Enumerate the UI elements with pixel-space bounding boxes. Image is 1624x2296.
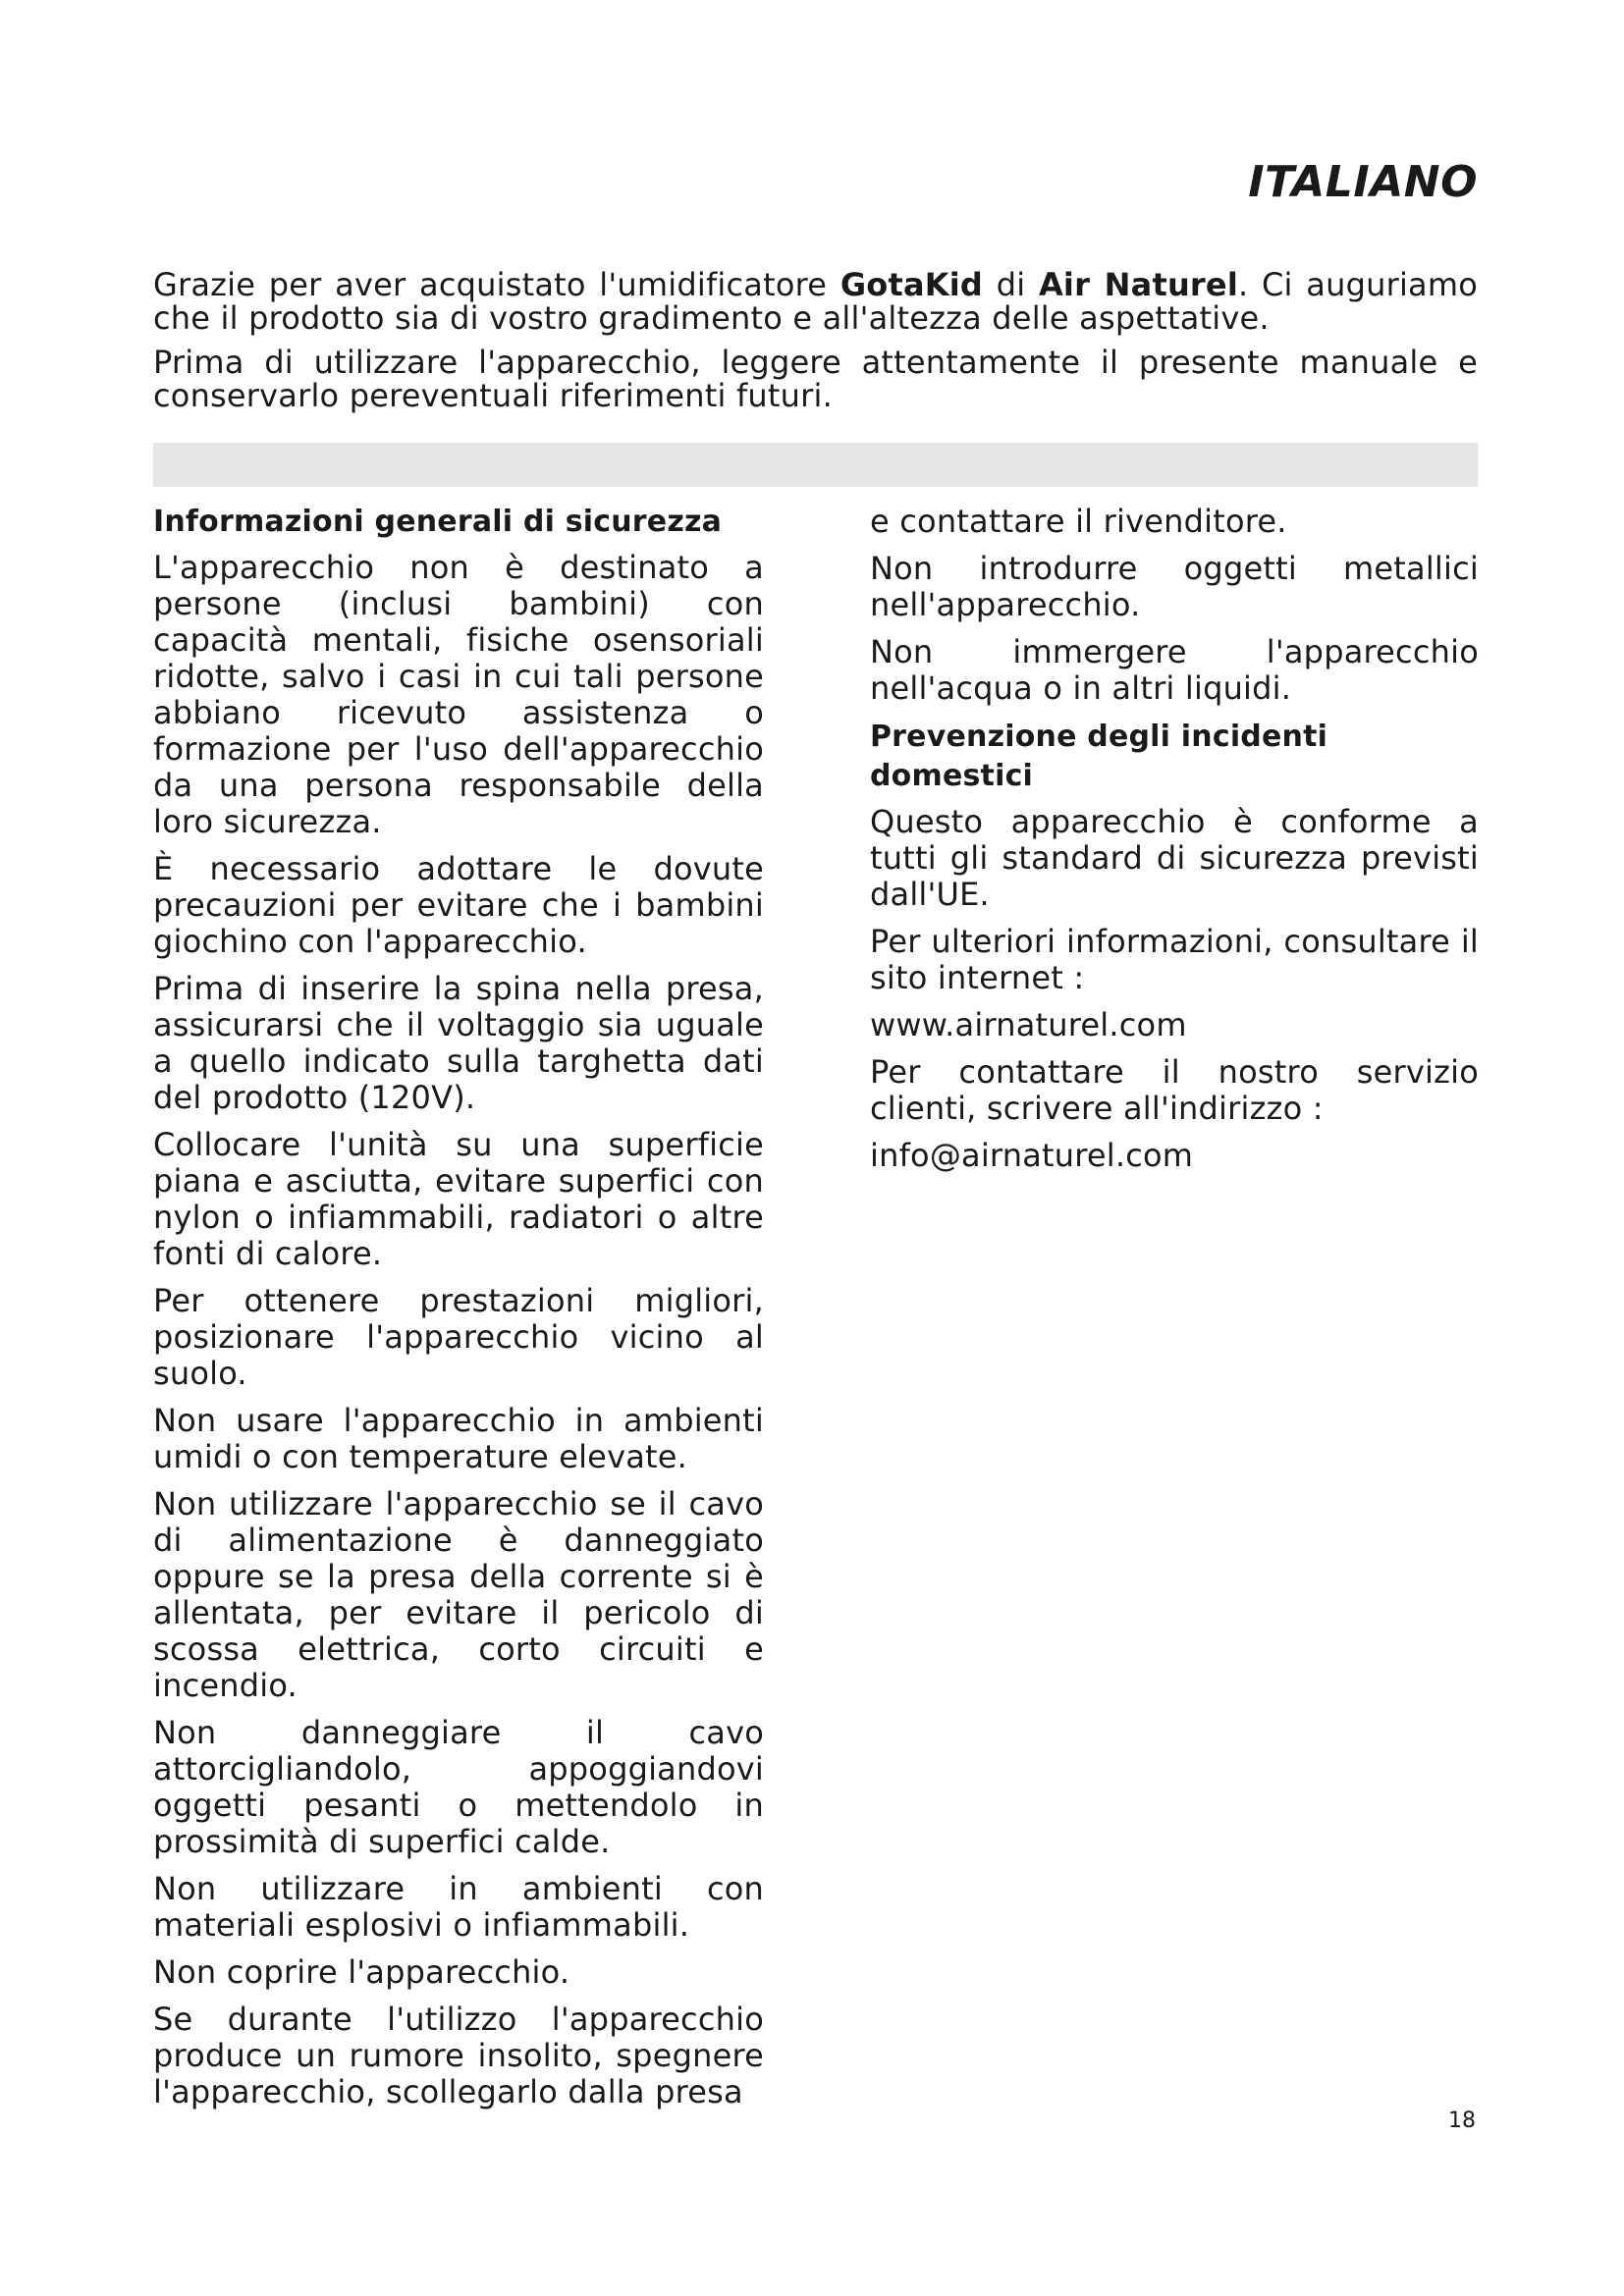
accident-prevention-heading: Prevenzione degli incidenti domestici bbox=[870, 720, 1328, 793]
intro-text-start: Grazie per aver acquistato l'umidificatore bbox=[153, 266, 840, 303]
info-paragraph: Per ulteriori informazioni, consultare il sito internet : bbox=[870, 923, 1479, 996]
intro-text-end: . Ci auguriamo che il prodotto sia di vostro gradimento e all'altezza delle aspettative. bbox=[153, 266, 1478, 337]
general-safety-heading: Informazioni generali di sicurezza bbox=[153, 505, 723, 539]
safety-paragraph: e contattare il rivenditore. bbox=[870, 503, 1287, 540]
compliance-paragraph: Questo apparecchio è conforme a tutti gli standard di sicurezza previsti dall'UE. bbox=[870, 803, 1479, 913]
intro-paragraph-2: Prima di utilizzare l'apparecchio, leggere attentamente il presente manuale e conservarlo pereventuali riferimenti futuri. bbox=[153, 344, 1478, 414]
intro-text-middle: di bbox=[983, 266, 1039, 303]
safety-paragraph: Non utilizzare in ambienti con materiali esplosivi o infiammabili. bbox=[153, 1870, 764, 1944]
section-divider-band bbox=[153, 443, 1478, 487]
safety-paragraph: Non immergere l'apparecchio nell'acqua o in altri liquidi. bbox=[870, 633, 1479, 707]
safety-paragraph: Se durante l'utilizzo l'apparecchio produce un rumore insolito, spegnere l'apparecchio, scollegarlo dalla presa bbox=[153, 2001, 764, 2110]
safety-paragraph: Non utilizzare l'apparecchio se il cavo di alimentazione è danneggiato oppure se la presa della corrente si è allentata, per evitare il pericolo di scossa elettrica, corto circuiti e incendio. bbox=[153, 1485, 764, 1704]
safety-paragraph: Per ottenere prestazioni migliori, posizionare l'apparecchio vicino al suolo. bbox=[153, 1282, 764, 1392]
page-number: 18 bbox=[1448, 2109, 1476, 2133]
safety-paragraph: Non coprire l'apparecchio. bbox=[153, 1953, 570, 1991]
safety-paragraph: È necessario adottare le dovute precauzioni per evitare che i bambini giochino con l'apparecchio. bbox=[153, 850, 764, 960]
intro-paragraph-1 bbox=[153, 268, 1478, 335]
right-column bbox=[870, 504, 1479, 1185]
safety-paragraph: Prima di inserire la spina nella presa, assicurarsi che il voltaggio sia uguale a quello indicato sulla targhetta dati del prodotto (120V). bbox=[153, 970, 764, 1116]
safety-paragraph: Non usare l'apparecchio in ambienti umidi o con temperature elevate. bbox=[153, 1402, 764, 1475]
email-link[interactable]: info@airnaturel.com bbox=[870, 1137, 1194, 1174]
safety-paragraph: Non introdurre oggetti metallici nell'apparecchio. bbox=[870, 550, 1479, 623]
contact-paragraph: Per contattare il nostro servizio clienti, scrivere all'indirizzo : bbox=[870, 1053, 1479, 1127]
language-title: ITALIANO bbox=[1248, 157, 1478, 207]
website-link[interactable]: www.airnaturel.com bbox=[870, 1006, 1187, 1043]
safety-paragraph: Non danneggiare il cavo attorcigliandolo, appoggiandovi oggetti pesanti o mettendolo in prossimità di superfici calde. bbox=[153, 1714, 764, 1860]
safety-paragraph: L'apparecchio non è destinato a persone (inclusi bambini) con capacità mentali, fisiche osensoriali ridotte, salvo i casi in cui tali persone abbiano ricevuto assistenza o formazione per l'uso dell'apparecchio da una persona responsabile della loro sicurezza. bbox=[153, 549, 764, 840]
product-name: GotaKid bbox=[839, 266, 984, 303]
left-column bbox=[153, 503, 764, 2121]
safety-paragraph: Collocare l'unità su una superficie piana e asciutta, evitare superfici con nylon o infiammabili, radiatori o altre fonti di calore. bbox=[153, 1126, 764, 1272]
brand-name: Air Naturel bbox=[1038, 266, 1238, 303]
